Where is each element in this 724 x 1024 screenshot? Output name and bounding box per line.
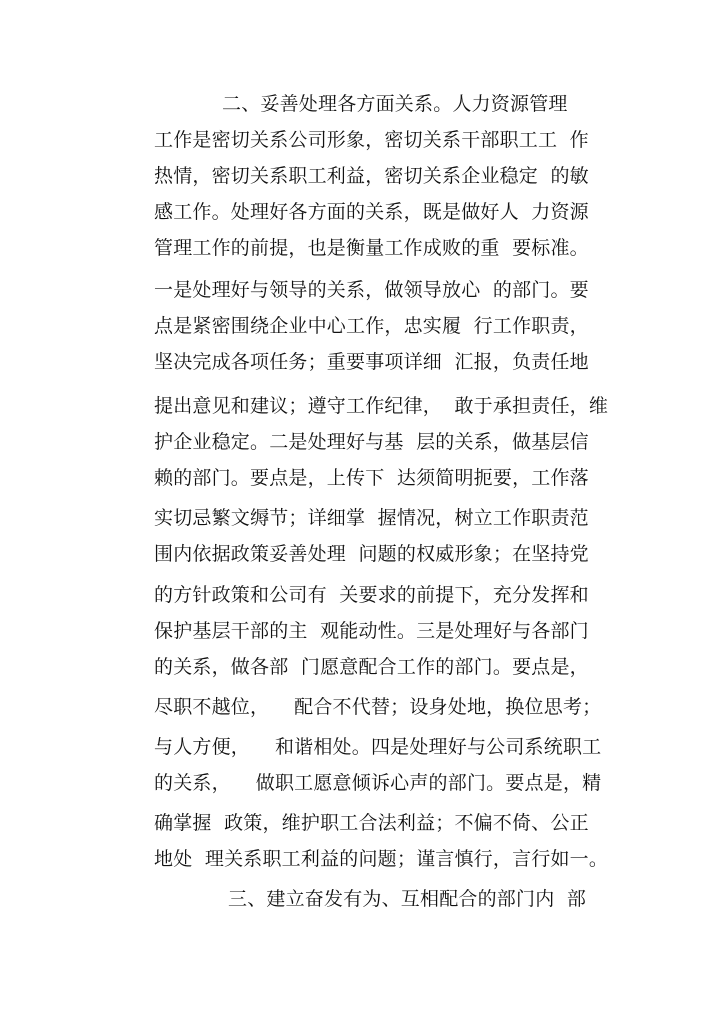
text-line: 的关系， 做职工愿意倾诉心声的部门。要点是，精 — [154, 772, 602, 794]
paragraph-heading-3: 三、建立奋发有为、互相配合的部门内 部 — [228, 888, 587, 910]
text-line: 一是处理好与领导的关系，做领导放心 的部门。要 — [154, 279, 589, 301]
text-line: 工作是密切关系公司形象，密切关系干部职工工 作 — [154, 129, 589, 151]
paragraph-heading-2: 二、妥善处理各方面关系。人力资源管理 — [222, 93, 568, 115]
text-line: 保护基层干部的主 观能动性。三是处理好与各部门 — [154, 620, 589, 642]
text-line: 感工作。处理好各方面的关系，既是做好人 力资源 — [154, 201, 589, 223]
text-line: 点是紧密围绕企业中心工作，忠实履 行工作职责， — [154, 315, 589, 337]
text-line: 热情，密切关系职工利益，密切关系企业稳定 的敏 — [154, 165, 589, 187]
text-line: 确掌握 政策，维护职工合法利益；不偏不倚、公正 — [154, 812, 589, 834]
text-line: 赖的部门。要点是，上传下 达须简明扼要，工作落 — [154, 467, 589, 489]
text-line: 尽职不越位， 配合不代替；设身处地，换位思考； — [154, 696, 602, 718]
text-line: 管理工作的前提，也是衡量工作成败的重 要标准。 — [154, 237, 589, 259]
text-line: 提出意见和建议；遵守工作纪律， 敢于承担责任，维 — [154, 395, 609, 417]
text-line: 护企业稳定。二是处理好与基 层的关系，做基层信 — [154, 431, 589, 453]
text-line: 围内依据政策妥善处理 问题的权威形象；在坚持党 — [154, 543, 589, 565]
text-line: 坚决完成各项任务；重要事项详细 汇报，负责任地 — [154, 351, 589, 373]
text-line: 实切忌繁文缛节；详细掌 握情况，树立工作职责范 — [154, 507, 589, 529]
text-line: 的关系，做各部 门愿意配合工作的部门。要点是， — [154, 656, 589, 678]
text-line: 与人方便， 和谐相处。四是处理好与公司系统职工 — [154, 736, 602, 758]
text-line: 地处 理关系职工利益的问题；谨言慎行，言行如一。 — [154, 848, 609, 870]
text-line: 的方针政策和公司有 关要求的前提下，充分发挥和 — [154, 584, 589, 606]
